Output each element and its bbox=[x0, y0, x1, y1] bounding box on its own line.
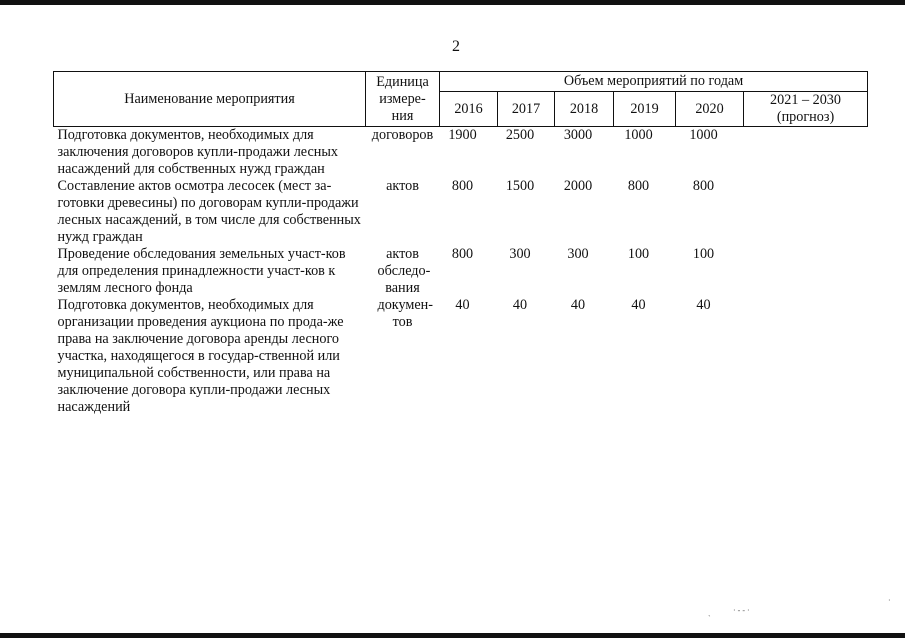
header-unit: Единица измере-ния bbox=[366, 72, 440, 127]
row-value: 300 bbox=[567, 246, 589, 262]
header-year: 2020 bbox=[676, 92, 744, 127]
header-name: Наименование мероприятия bbox=[54, 72, 366, 127]
header-years-group: Объем мероприятий по годам bbox=[440, 72, 868, 92]
row-name: Подготовка документов, необходимых для заключения договоров купли-продажи лесных насаждений для собственных нужд граждан bbox=[57, 127, 338, 177]
row-value: 40 bbox=[696, 297, 711, 313]
row-value: 1900 bbox=[448, 127, 477, 143]
table-row bbox=[54, 127, 868, 179]
table-row bbox=[54, 178, 868, 246]
row-value: 800 bbox=[451, 178, 474, 194]
row-value bbox=[744, 127, 868, 179]
row-value: 100 bbox=[692, 246, 715, 262]
scan-speck: ` bbox=[708, 614, 711, 623]
row-value: 1000 bbox=[624, 127, 653, 143]
row-unit: актов bbox=[386, 178, 419, 194]
row-value: 300 bbox=[509, 246, 531, 262]
scan-speck: · - - · bbox=[733, 606, 750, 615]
row-value: 40 bbox=[631, 297, 646, 313]
page-number: 2 bbox=[452, 38, 460, 55]
row-value: 40 bbox=[570, 297, 586, 313]
row-value bbox=[744, 178, 868, 246]
row-name: Составление актов осмотра лесосек (мест за-готовки древесины) по договорам купли-продажи лесных насаждений, в том числе для собственных нужд граждан bbox=[57, 178, 361, 245]
scan-speck: · bbox=[888, 596, 891, 605]
row-unit: актов обследо-вания bbox=[377, 246, 431, 296]
header-year: 2019 bbox=[614, 92, 676, 127]
measures-table bbox=[53, 71, 868, 416]
row-value: 1000 bbox=[689, 127, 718, 143]
table-row bbox=[54, 297, 868, 416]
row-value bbox=[744, 297, 868, 416]
row-value: 40 bbox=[512, 297, 528, 313]
row-value: 3000 bbox=[563, 127, 593, 143]
row-value: 40 bbox=[455, 297, 470, 313]
row-unit: докумен-тов bbox=[377, 297, 434, 330]
row-unit: договоров bbox=[371, 127, 434, 143]
row-value: 800 bbox=[627, 178, 650, 194]
row-value: 1500 bbox=[505, 178, 535, 194]
row-value bbox=[744, 246, 868, 297]
row-value: 2000 bbox=[563, 178, 593, 194]
header-year: 2017 bbox=[498, 92, 555, 127]
table-row bbox=[54, 246, 868, 297]
row-name: Подготовка документов, необходимых для организации проведения аукциона по прода-же права на заключение договора аренды лесного участка, находящегося в государ-ственной или муниципальной собственности, или права на заключение договора купли-продажи лесных насаждений bbox=[57, 297, 344, 415]
scan-border-bottom bbox=[0, 633, 905, 638]
row-name: Проведение обследования земельных участ-ков для определения принадлежности участ-ков к землям лесного фонда bbox=[57, 246, 346, 296]
header-year: 2018 bbox=[555, 92, 614, 127]
row-value: 100 bbox=[627, 246, 650, 262]
row-value: 800 bbox=[451, 246, 474, 262]
header-year: 2016 bbox=[440, 92, 498, 127]
row-value: 800 bbox=[692, 178, 715, 194]
scan-border-top bbox=[0, 0, 905, 5]
header-year-forecast: 2021 – 2030 (прогноз) bbox=[744, 92, 868, 127]
row-value: 2500 bbox=[505, 127, 535, 143]
